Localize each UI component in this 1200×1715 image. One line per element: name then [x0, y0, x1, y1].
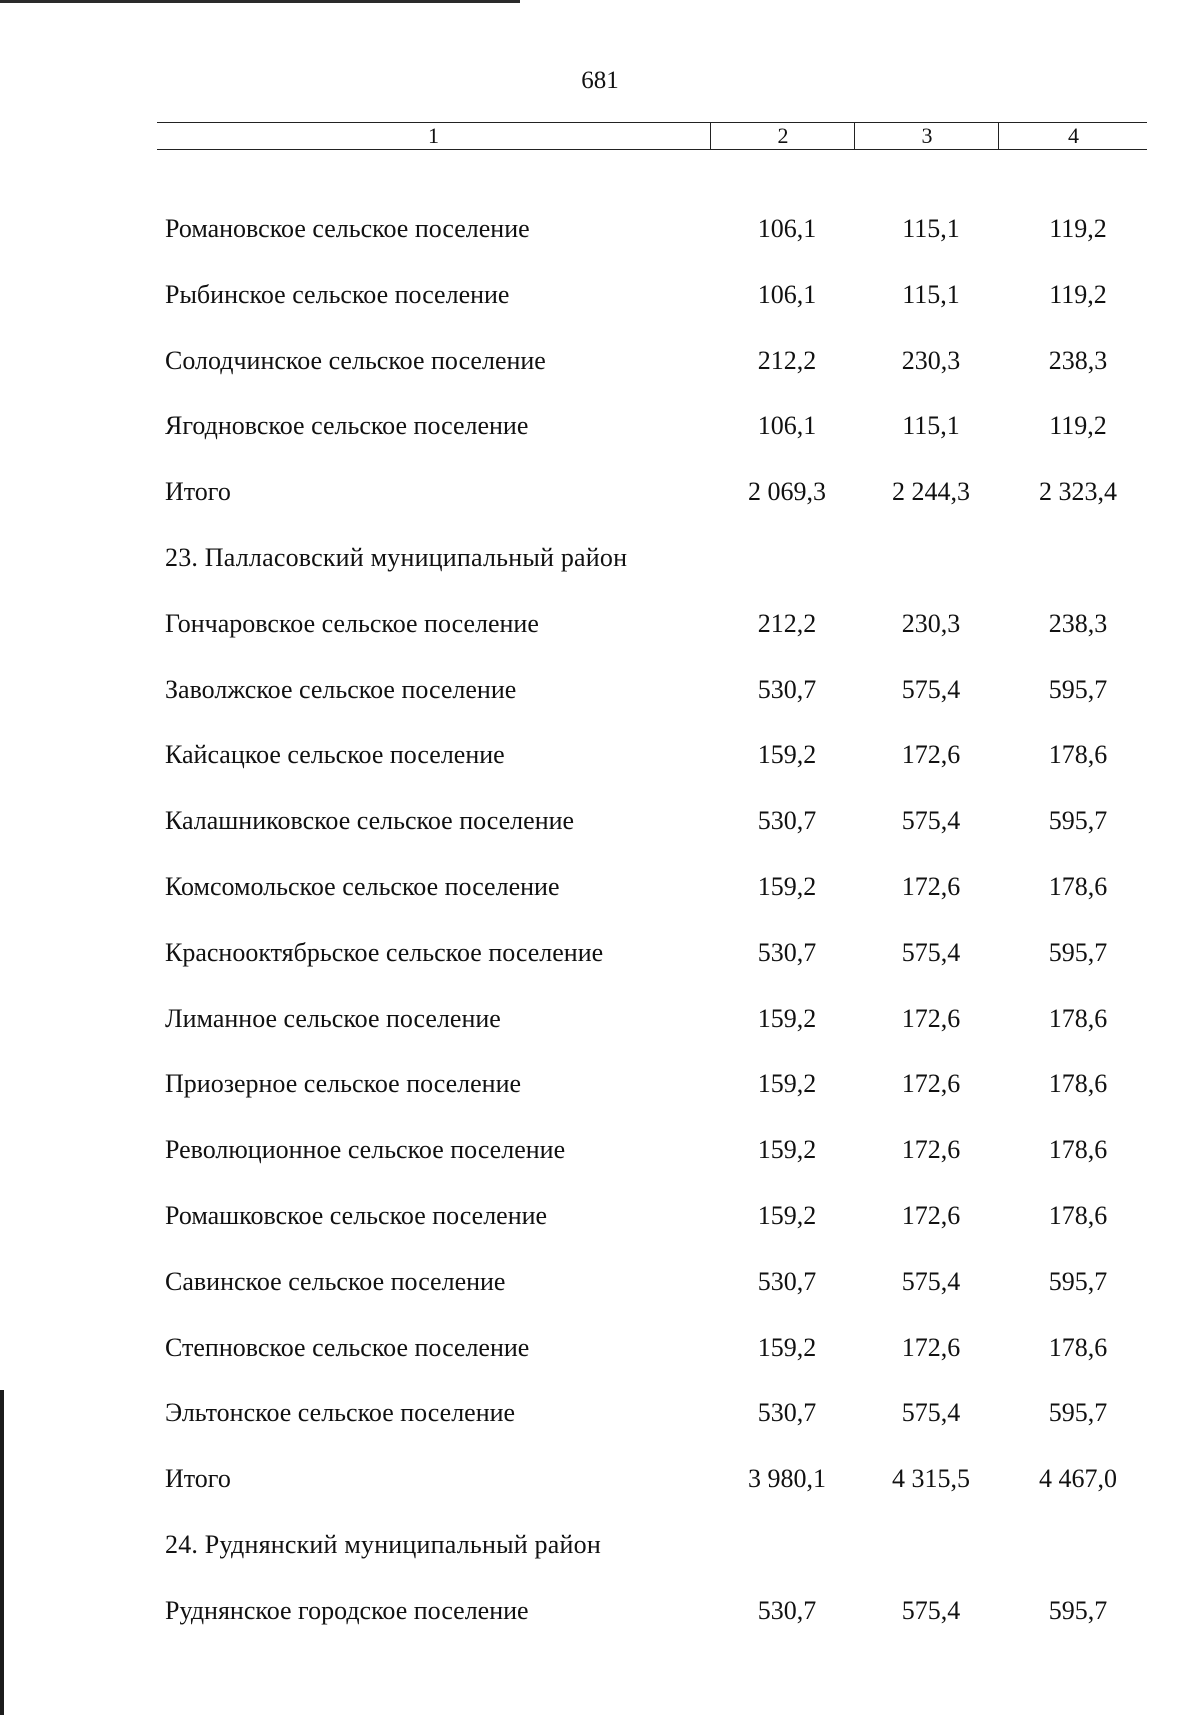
value-col-3: 575,4	[901, 1595, 961, 1625]
total-col-4: 2 323,4	[1039, 477, 1117, 507]
value-col-4: 178,6	[1048, 1200, 1108, 1230]
table-row	[165, 1183, 1155, 1249]
settlement-name: Степновское сельское поселение	[165, 1332, 530, 1362]
value-col-2: 530,7	[757, 806, 817, 836]
value-col-2: 530,7	[757, 1266, 817, 1296]
table-row	[165, 722, 1155, 788]
settlement-name: Солодчинское сельское поселение	[165, 345, 546, 375]
total-col-2: 2 069,3	[748, 477, 826, 507]
value-col-2: 106,1	[757, 214, 817, 243]
table-row	[165, 196, 1155, 262]
value-col-2: 159,2	[757, 740, 817, 770]
value-col-4: 119,2	[1049, 279, 1107, 309]
value-col-3: 230,3	[901, 345, 961, 375]
settlement-name: Савинское сельское поселение	[165, 1266, 506, 1296]
scan-edge-left	[0, 1390, 4, 1715]
page-number: 681	[581, 67, 619, 94]
settlement-name: Эльтонское сельское поселение	[165, 1398, 516, 1428]
column-header-3: 3	[854, 123, 999, 149]
district-heading: 23. Палласовский муниципальный район	[165, 542, 628, 572]
district-heading-row	[165, 525, 1155, 591]
table-row	[165, 1380, 1155, 1446]
table-header	[157, 122, 1147, 150]
value-col-3: 575,4	[901, 674, 961, 704]
table-row-total	[165, 1446, 1155, 1512]
settlement-name: Заволжское сельское поселение	[165, 674, 517, 704]
value-col-4: 238,3	[1048, 608, 1108, 638]
settlement-name: Лиманное сельское поселение	[165, 1003, 501, 1033]
settlement-name: Гончаровское сельское поселение	[165, 608, 539, 638]
value-col-2: 106,1	[757, 279, 817, 309]
total-col-3: 4 315,5	[892, 1464, 970, 1494]
table-row	[165, 328, 1155, 394]
column-header-1: 1	[428, 123, 439, 148]
value-col-3: 172,6	[901, 1200, 961, 1230]
settlement-name: Рыбинское сельское поселение	[165, 279, 510, 309]
settlement-name: Ромашковское сельское поселение	[165, 1200, 548, 1230]
column-header-2: 2	[710, 123, 855, 149]
table-row	[165, 262, 1155, 328]
value-col-2: 530,7	[757, 937, 817, 967]
table-row	[165, 854, 1155, 920]
settlement-name: Приозерное сельское поселение	[165, 1069, 522, 1099]
value-col-2: 212,2	[757, 608, 817, 638]
district-heading-row	[165, 1512, 1155, 1578]
table-row	[165, 1249, 1155, 1315]
table-row	[165, 657, 1155, 723]
settlement-name: Революционное сельское поселение	[165, 1135, 566, 1165]
table-row	[165, 1315, 1155, 1381]
value-col-3: 172,6	[901, 871, 961, 901]
settlement-name: Калашниковское сельское поселение	[165, 806, 575, 836]
value-col-2: 159,2	[757, 871, 817, 901]
value-col-4: 178,6	[1048, 1003, 1108, 1033]
value-col-2: 159,2	[757, 1069, 817, 1099]
settlement-name: Ягодновское сельское поселение	[165, 411, 529, 441]
value-col-4: 178,6	[1048, 871, 1108, 901]
table-row	[165, 1578, 1155, 1644]
total-col-4: 4 467,0	[1039, 1464, 1117, 1494]
value-col-2: 159,2	[757, 1200, 817, 1230]
value-col-3: 575,4	[901, 1266, 961, 1296]
value-col-4: 595,7	[1048, 937, 1108, 967]
settlement-name: Руднянское городское поселение	[165, 1595, 529, 1625]
value-col-4: 595,7	[1048, 1398, 1108, 1428]
value-col-4: 595,7	[1048, 1595, 1108, 1625]
total-label: Итого	[165, 1464, 231, 1494]
value-col-4: 595,7	[1048, 1266, 1108, 1296]
value-col-3: 172,6	[901, 740, 961, 770]
table-row	[165, 591, 1155, 657]
value-col-3: 115,1	[902, 214, 960, 243]
value-col-4: 178,6	[1048, 740, 1108, 770]
value-col-4: 178,6	[1048, 1135, 1108, 1165]
value-col-2: 159,2	[757, 1135, 817, 1165]
total-col-2: 3 980,1	[748, 1464, 826, 1494]
value-col-4: 119,2	[1049, 411, 1107, 441]
table-row	[165, 393, 1155, 459]
value-col-4: 595,7	[1048, 674, 1108, 704]
total-label: Итого	[165, 477, 231, 507]
value-col-3: 172,6	[901, 1135, 961, 1165]
value-col-3: 172,6	[901, 1069, 961, 1099]
table-row	[165, 788, 1155, 854]
table-row-total	[165, 459, 1155, 525]
value-col-4: 178,6	[1048, 1332, 1108, 1362]
value-col-3: 115,1	[902, 279, 960, 309]
district-heading: 24. Руднянский муниципальный район	[165, 1529, 601, 1559]
value-col-2: 530,7	[757, 1595, 817, 1625]
settlement-name: Краснооктябрьское сельское поселение	[165, 937, 604, 967]
table-row	[165, 920, 1155, 986]
settlement-name: Комсомольское сельское поселение	[165, 871, 560, 901]
scan-edge-top	[0, 0, 520, 3]
value-col-2: 530,7	[757, 674, 817, 704]
value-col-4: 119,2	[1049, 214, 1107, 243]
total-col-3: 2 244,3	[892, 477, 970, 507]
value-col-4: 178,6	[1048, 1069, 1108, 1099]
value-col-2: 530,7	[757, 1398, 817, 1428]
table-body	[165, 196, 1155, 1644]
value-col-4: 595,7	[1048, 806, 1108, 836]
column-header-4: 4	[998, 123, 1148, 149]
value-col-2: 106,1	[757, 411, 817, 441]
value-col-3: 230,3	[901, 608, 961, 638]
value-col-3: 575,4	[901, 1398, 961, 1428]
table-row	[165, 1051, 1155, 1117]
value-col-2: 159,2	[757, 1003, 817, 1033]
settlement-name: Романовское сельское поселение	[165, 214, 530, 243]
table-row	[165, 1117, 1155, 1183]
value-col-3: 575,4	[901, 806, 961, 836]
settlement-name: Кайсацкое сельское поселение	[165, 740, 505, 770]
value-col-4: 238,3	[1048, 345, 1108, 375]
value-col-3: 172,6	[901, 1332, 961, 1362]
table-row	[165, 986, 1155, 1052]
value-col-2: 159,2	[757, 1332, 817, 1362]
value-col-3: 575,4	[901, 937, 961, 967]
value-col-3: 172,6	[901, 1003, 961, 1033]
value-col-2: 212,2	[757, 345, 817, 375]
value-col-3: 115,1	[902, 411, 960, 441]
